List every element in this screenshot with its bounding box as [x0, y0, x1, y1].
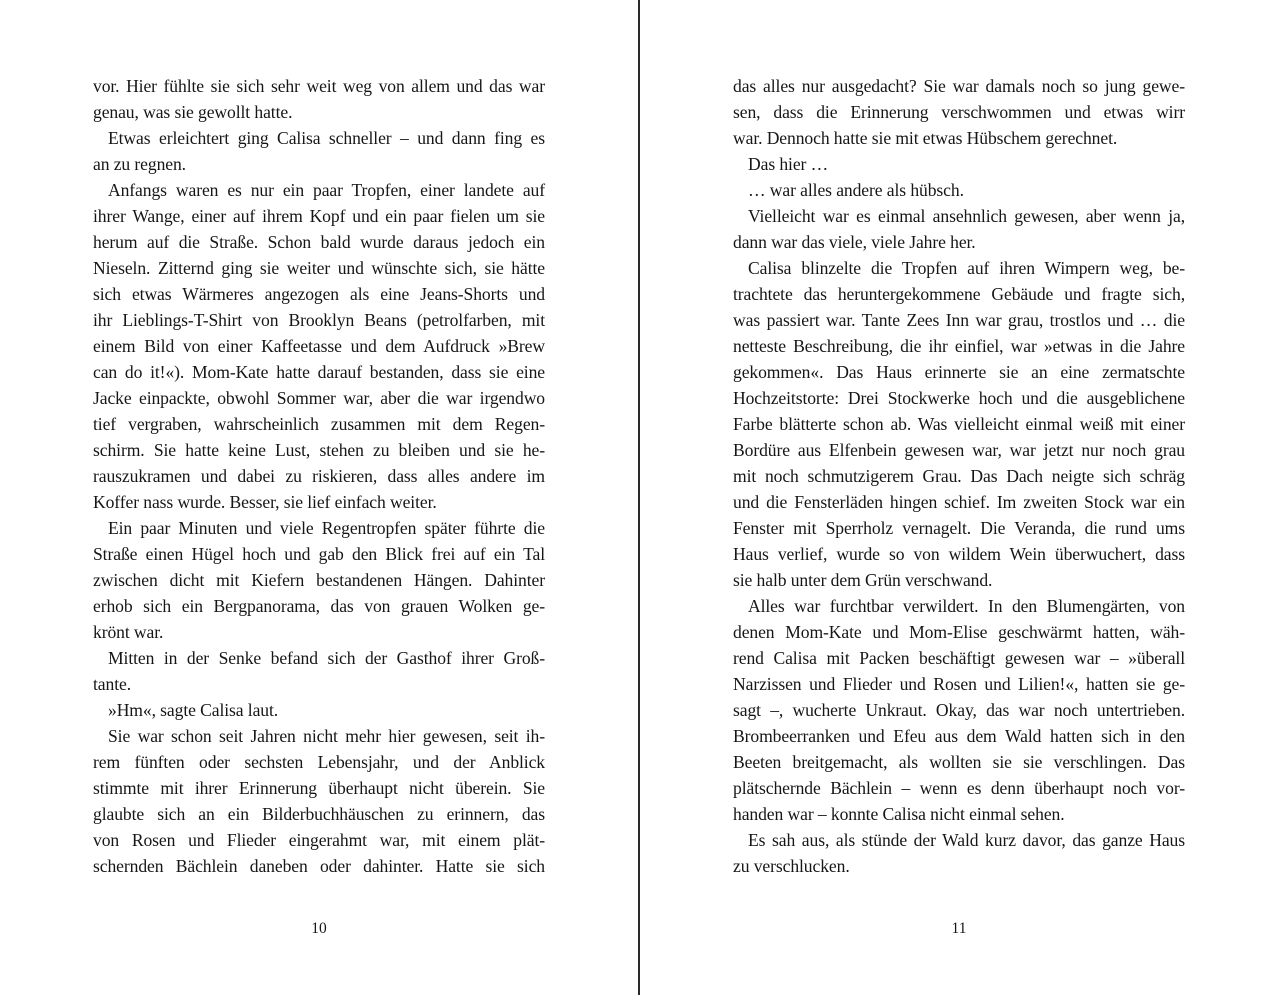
text-line: Mitten in der Senke befand sich der Gasthof ihrer Groß-	[108, 648, 545, 668]
text-line: Ein paar Minuten und viele Regentropfen später führte die	[108, 518, 545, 538]
left-page-text	[93, 73, 545, 879]
right-page	[640, 0, 1279, 995]
text-line: gekommen«. Das Haus erinnerte sie an eine zermatschte	[733, 362, 1185, 382]
text-line: glaubte sich an ein Bilderbuchhäuschen zu erinnern, das	[93, 804, 545, 824]
text-line: handen war – konnte Calisa nicht einmal sehen.	[733, 804, 1065, 824]
text-line: dann war das viele, viele Jahre her.	[733, 232, 976, 252]
text-line: Jacke einpackte, obwohl Sommer war, aber die war irgendwo	[93, 388, 545, 408]
text-line: sagt –, wucherte Unkraut. Okay, das war noch untertrieben.	[733, 700, 1185, 720]
text-line: an zu regnen.	[93, 154, 186, 174]
text-line: Das hier …	[748, 154, 829, 174]
text-line: schernden Bächlein daneben oder dahinter. Hatte sie sich	[93, 856, 545, 876]
text-line: sen, dass die Erinnerung verschwommen und etwas wirr	[733, 102, 1185, 122]
text-line: ihrer Wange, einer auf ihrem Kopf und ein paar fielen um sie	[93, 206, 545, 226]
text-line: netteste Beschreibung, die ihr einfiel, war »etwas in die Jahre	[733, 336, 1185, 356]
text-line: zu verschlucken.	[733, 856, 850, 876]
text-line: trachtete das heruntergekommene Gebäude und fragte sich,	[733, 284, 1185, 304]
right-page-number: 11	[951, 920, 967, 937]
text-line: Haus verlief, wurde so von wildem Wein überwuchert, dass	[733, 544, 1185, 564]
text-line: Es sah aus, als stünde der Wald kurz davor, das ganze Haus	[748, 830, 1185, 850]
text-line: genau, was sie gewollt hatte.	[93, 102, 293, 122]
text-line: stimmte mit ihrer Erinnerung überhaupt nicht überein. Sie	[93, 778, 545, 798]
text-line: Farbe blätterte schon ab. Was vielleicht einmal weiß mit einer	[733, 414, 1185, 434]
text-line: Beeten breitgemacht, als wollten sie sie verschlingen. Das	[733, 752, 1185, 772]
text-line: Hochzeitstorte: Drei Stockwerke hoch und die ausgeblichene	[733, 388, 1185, 408]
text-line: denen Mom-Kate und Mom-Elise geschwärmt hatten, wäh-	[733, 622, 1185, 642]
text-line: Nieseln. Zitternd ging sie weiter und wünschte sich, sie hätte	[93, 258, 545, 278]
text-line: tief vergraben, wahrscheinlich zusammen mit dem Regen-	[93, 414, 545, 434]
text-line: von Rosen und Flieder eingerahmt war, mit einem plät-	[93, 830, 545, 850]
text-line: sie halb unter dem Grün verschwand.	[733, 570, 993, 590]
text-line: Sie war schon seit Jahren nicht mehr hier gewesen, seit ih-	[108, 726, 545, 746]
text-line: rem fünften oder sechsten Lebensjahr, und der Anblick	[93, 752, 545, 772]
text-line: … war alles andere als hübsch.	[748, 180, 964, 200]
text-line: schirm. Sie hatte keine Lust, stehen zu bleiben und sie he-	[93, 440, 545, 460]
text-line: Vielleicht war es einmal ansehnlich gewesen, aber wenn ja,	[748, 206, 1185, 226]
text-line: krönt war.	[93, 622, 164, 642]
text-line: tante.	[93, 674, 131, 694]
text-line: herum auf die Straße. Schon bald wurde daraus jedoch ein	[93, 232, 545, 252]
text-line: can do it!«). Mom-Kate hatte darauf bestanden, dass sie eine	[93, 362, 545, 382]
text-line: einem Bild von einer Kaffeetasse und dem Aufdruck »Brew	[93, 336, 545, 356]
text-line: Brombeerranken und Efeu aus dem Wald hatten sich in den	[733, 726, 1185, 746]
text-line: Bordüre aus Elfenbein gewesen war, war jetzt nur noch grau	[733, 440, 1185, 460]
text-line: Etwas erleichtert ging Calisa schneller – und dann fing es	[108, 128, 545, 148]
text-line: vor. Hier fühlte sie sich sehr weit weg von allem und das war	[93, 76, 545, 96]
text-line: Straße einen Hügel hoch und gab den Blick frei auf ein Tal	[93, 544, 545, 564]
text-line: zwischen dicht mit Kiefern bestandenen Hängen. Dahinter	[93, 570, 545, 590]
text-line: Fenster mit Sperrholz vernagelt. Die Veranda, die rund ums	[733, 518, 1185, 538]
left-page-number: 10	[311, 920, 327, 937]
text-line: Alles war furchtbar verwildert. In den Blumengärten, von	[748, 596, 1185, 616]
text-line: mit noch schmutzigerem Grau. Das Dach neigte sich schräg	[733, 466, 1185, 486]
text-line: das alles nur ausgedacht? Sie war damals noch so jung gewe-	[733, 76, 1185, 96]
text-line: plätschernde Bächlein – wenn es denn überhaupt noch vor-	[733, 778, 1185, 798]
text-line: Calisa blinzelte die Tropfen auf ihren Wimpern weg, be-	[748, 258, 1185, 278]
text-line: Koffer nass wurde. Besser, sie lief einfach weiter.	[93, 492, 437, 512]
text-line: Anfangs waren es nur ein paar Tropfen, einer landete auf	[108, 180, 545, 200]
text-line: erhob sich ein Bergpanorama, das von grauen Wolken ge-	[93, 596, 545, 616]
text-line: was passiert war. Tante Zees Inn war grau, trostlos und … die	[733, 310, 1185, 330]
text-line: war. Dennoch hatte sie mit etwas Hübschem gerechnet.	[733, 128, 1118, 148]
text-line: rend Calisa mit Packen beschäftigt gewesen war – »überall	[733, 648, 1185, 668]
right-page-text	[733, 73, 1185, 879]
text-line: Narzissen und Flieder und Rosen und Lilien!«, hatten sie ge-	[733, 674, 1185, 694]
text-line: ihr Lieblings-T-Shirt von Brooklyn Beans (petrolfarben, mit	[93, 310, 545, 330]
text-line: sich etwas Wärmeres angezogen als eine Jeans-Shorts und	[93, 284, 545, 304]
text-line: »Hm«, sagte Calisa laut.	[108, 700, 279, 720]
text-line: und die Fensterläden hingen schief. Im zweiten Stock war ein	[733, 492, 1185, 512]
text-line: rauszukramen und dabei zu riskieren, dass alles andere im	[93, 466, 545, 486]
